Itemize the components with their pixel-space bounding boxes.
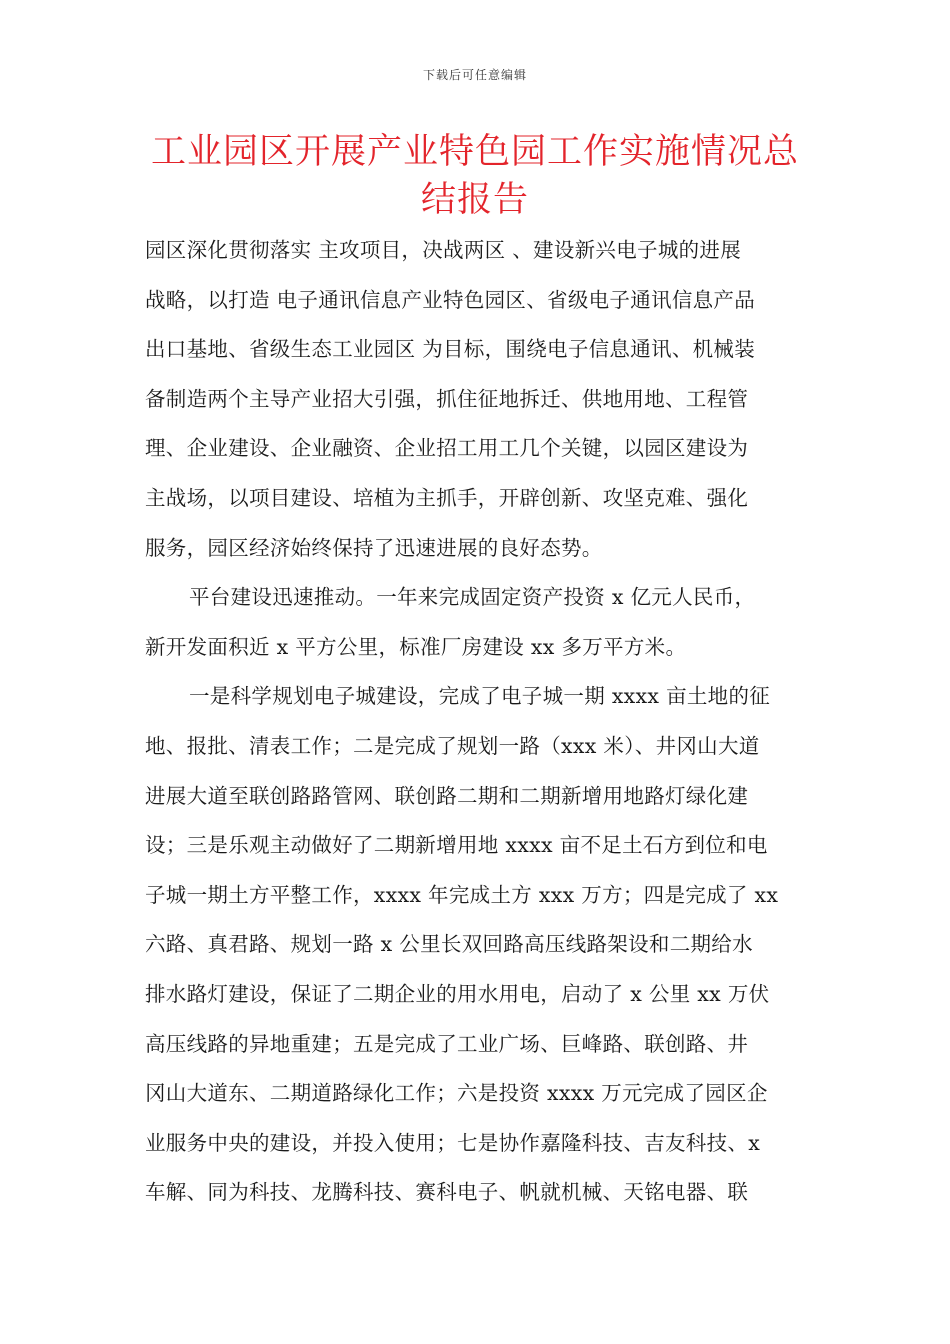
- text-line: 战略，以打造 电子通讯信息产业特色园区、省级电子通讯信息产品: [145, 287, 756, 312]
- paragraph-platform: [145, 573, 813, 672]
- text-line: 六路、真君路、规划一路 x 公里长双回路高压线路架设和二期给水: [145, 932, 753, 957]
- text-line: 出口基地、省级生态工业园区 为目标，围绕电子信息通讯、机械装: [145, 337, 756, 362]
- header-note: 下载后可任意编辑: [422, 68, 527, 82]
- text-line: 新开发面积近 x 平方公里，标准厂房建设 xx 多万平方米。: [145, 634, 687, 659]
- title-line: 工业园区开展产业特色园工作实施情况总: [150, 132, 799, 172]
- text-line: 设；三是乐观主动做好了二期新增用地 xxxx 亩不足土石方到位和电: [145, 833, 768, 858]
- text-line: 排水路灯建设，保证了二期企业的用水用电，启动了 x 公里 xx 万伏: [145, 981, 770, 1006]
- text-line: 园区深化贯彻落实 主攻项目，决战两区 、建设新兴电子城的进展: [145, 238, 742, 262]
- document-title: [140, 128, 810, 224]
- title-line: 结报告: [420, 180, 529, 220]
- text-line: 冈山大道东、二期道路绿化工作；六是投资 xxxx 万元完成了园区企: [145, 1081, 768, 1106]
- paragraph-details: [145, 672, 813, 1218]
- text-line: 业服务中央的建设，并投入使用；七是协作嘉隆科技、吉友科技、x: [145, 1130, 761, 1155]
- paragraph-intro: [145, 226, 813, 573]
- document-body: [145, 226, 813, 1218]
- text-line: 主战场，以项目建设、培植为主抓手，开辟创新、攻坚克难、强化: [145, 485, 749, 510]
- text-line: 备制造两个主导产业招大引强，抓住征地拆迁、供地用地、工程管: [145, 386, 749, 411]
- text-line: 一是科学规划电子城建设，完成了电子城一期 xxxx 亩土地的征: [189, 684, 771, 709]
- text-line: 进展大道至联创路路管网、联创路二期和二期新增用地路灯绿化建: [145, 783, 749, 808]
- text-line: 理、企业建设、企业融资、企业招工用工几个关键，以园区建设为: [145, 436, 749, 461]
- text-line: 高压线路的异地重建；五是完成了工业广场、巨峰路、联创路、井: [145, 1031, 749, 1056]
- text-line: 车解、同为科技、龙腾科技、赛科电子、帆就机械、天铭电器、联: [145, 1180, 749, 1205]
- text-line: 地、报批、清表工作；二是完成了规划一路（xxx 米）、井冈山大道: [145, 733, 760, 758]
- text-line: 服务，园区经济始终保持了迅速进展的良好态势。: [145, 535, 603, 560]
- text-line: 子城一期土方平整工作，xxxx 年完成土方 xxx 万方；四是完成了 xx: [145, 882, 779, 907]
- text-line: 平台建设迅速推动。一年来完成固定资产投资 x 亿元人民币，: [189, 585, 756, 610]
